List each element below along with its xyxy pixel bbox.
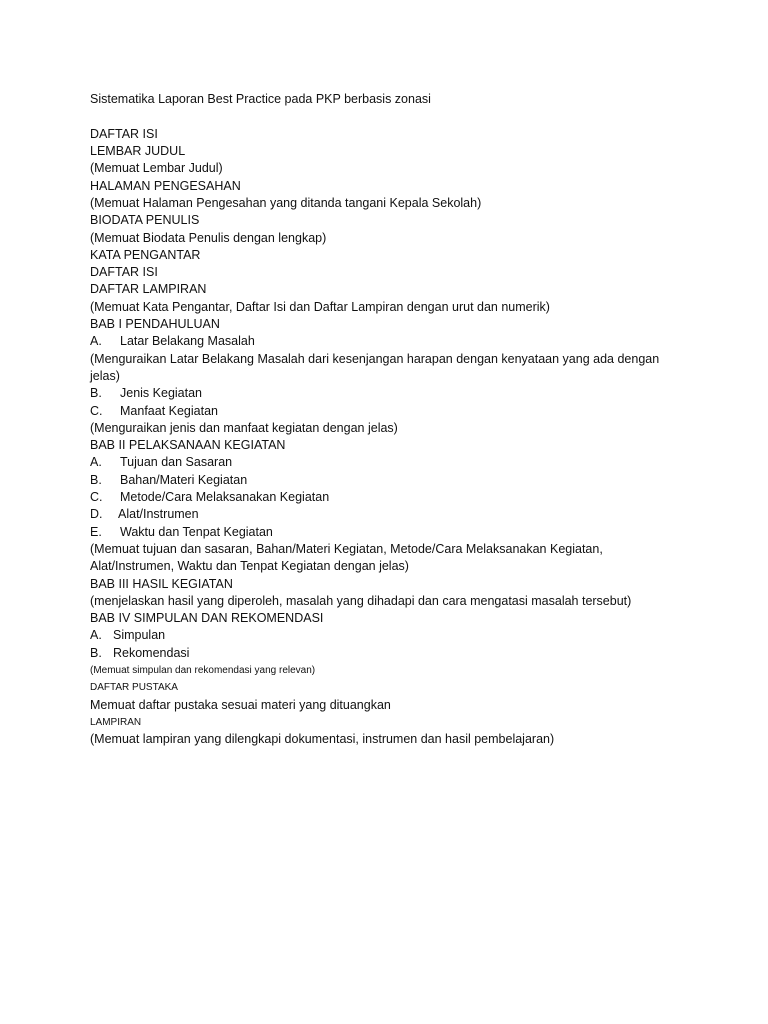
lampiran-note: (Memuat lampiran yang dilengkapi dokumentasi, instrumen dan hasil pembelajaran) [90,732,555,747]
bab4-item-a [90,627,730,644]
item-text: Tujuan dan Sasaran [120,455,233,470]
heading-lampiran: LAMPIRAN [90,716,142,728]
heading-daftar-isi-2: DAFTAR ISI [90,265,158,280]
item-text: Bahan/Materi Kegiatan [120,472,248,487]
note-halaman-pengesahan: (Memuat Halaman Pengesahan yang ditanda tangani Kepala Sekolah) [90,195,482,210]
item-text: Latar Belakang Masalah [120,334,255,349]
note-lembar-judul: (Memuat Lembar Judul) [90,161,223,176]
bab2-note: (Memuat tujuan dan sasaran, Bahan/Materi Kegiatan, Metode/Cara Melaksanakan Kegiatan, Alat/Instrumen, Waktu dan Tenpat Kegiatan dengan jelas) [90,541,603,574]
note-biodata-penulis: (Memuat Biodata Penulis dengan lengkap) [90,230,327,245]
bab4-item-b [90,645,730,662]
item-letter: B. [90,472,102,487]
item-letter: A. [90,334,102,349]
bab2-item-d [90,506,730,523]
item-letter: D. [90,507,103,522]
heading-biodata-penulis: BIODATA PENULIS [90,213,200,228]
pustaka-note: Memuat daftar pustaka sesuai materi yang dituangkan [90,697,391,712]
item-letter: A. [90,628,102,643]
item-letter: C. [90,403,103,418]
note-daftar-lampiran: (Memuat Kata Pengantar, Daftar Isi dan Daftar Lampiran dengan urut dan numerik) [90,299,550,314]
bab2-item-e [90,524,730,541]
bab1-note: (Menguraikan jenis dan manfaat kegiatan dengan jelas) [90,420,398,435]
heading-daftar-isi: DAFTAR ISI [90,126,158,141]
bab2-item-a [90,454,730,471]
item-letter: C. [90,490,103,505]
item-letter: B. [90,386,102,401]
bab1-item-a [90,333,730,350]
item-text: Rekomendasi [113,645,190,660]
heading-halaman-pengesahan: HALAMAN PENGESAHAN [90,178,241,193]
item-text: Manfaat Kegiatan [120,403,218,418]
bab1-item-c [90,403,730,420]
item-letter: B. [90,645,102,660]
document-page [90,91,730,748]
heading-lembar-judul: LEMBAR JUDUL [90,144,186,159]
bab1-item-b [90,385,730,402]
item-text: Waktu dan Tenpat Kegiatan [120,524,273,539]
document-title: Sistematika Laporan Best Practice pada PKP berbasis zonasi [90,92,431,106]
item-letter: E. [90,524,102,539]
heading-kata-pengantar: KATA PENGANTAR [90,247,201,262]
item-text: Alat/Instrumen [118,507,199,522]
item-letter: A. [90,455,102,470]
bab2-item-c [90,489,730,506]
heading-daftar-pustaka: DAFTAR PUSTAKA [90,682,178,694]
item-text: Metode/Cara Melaksanakan Kegiatan [120,490,330,505]
bab4-note: (Memuat simpulan dan rekomendasi yang relevan) [90,665,316,676]
item-text: Simpulan [113,628,166,643]
heading-bab-4: BAB IV SIMPULAN DAN REKOMENDASI [90,611,324,626]
heading-bab-3: BAB III HASIL KEGIATAN [90,576,233,591]
heading-bab-1: BAB I PENDAHULUAN [90,317,220,332]
bab1-note-a: (Menguraikan Latar Belakang Masalah dari kesenjangan harapan dengan kenyataan yang ada dengan jelas) [90,351,660,383]
bab2-item-b [90,472,730,489]
item-text: Jenis Kegiatan [120,386,203,401]
heading-daftar-lampiran: DAFTAR LAMPIRAN [90,282,207,297]
heading-bab-2: BAB II PELAKSANAAN KEGIATAN [90,438,286,453]
bab3-note: (menjelaskan hasil yang diperoleh, masalah yang dihadapi dan cara mengatasi masalah tersebut) [90,593,632,608]
